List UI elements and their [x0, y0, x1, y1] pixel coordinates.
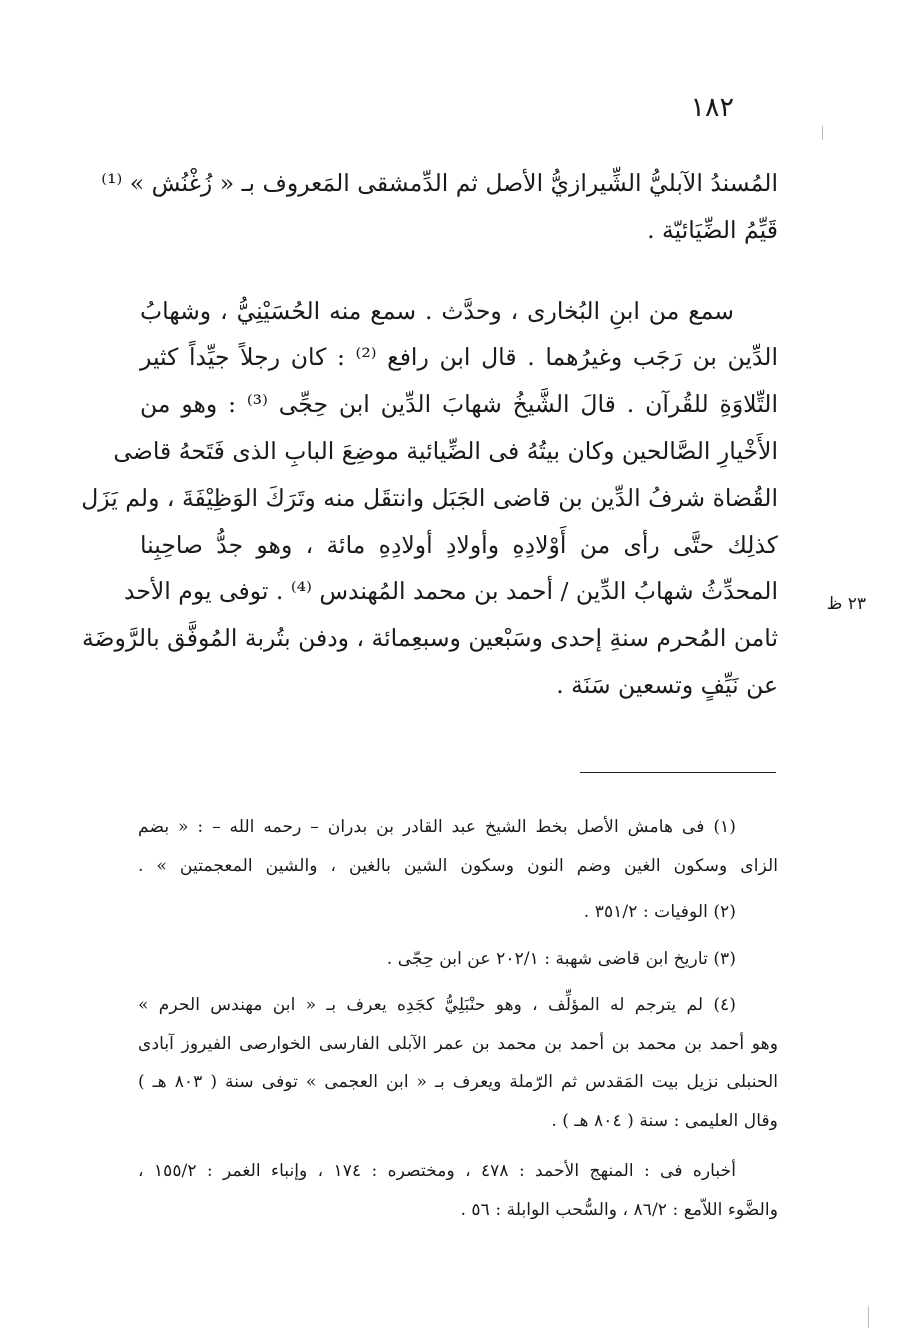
main-text [81, 160, 778, 709]
scan-edge-mark [822, 126, 823, 140]
text-line: المُسندُ الآبليُّ الشِّيرازيُّ الأصل ثم الدِّمشقى المَعروف بـ « زُغْنُش » ⁽¹⁾ [101, 169, 778, 197]
footnote-1-line: الزاى وسكون الغين وضم النون وسكون الشين بالغين ، والشين المعجمتين » . [138, 855, 778, 876]
footnotes [138, 808, 778, 1229]
text-line: التِّلاوَةِ للقُرآن . قالَ الشَّيخُ شهابَ الدِّين ابن حِجِّى ⁽³⁾ : وهو من [140, 390, 778, 419]
manuscript-folio-note: ٢٣ ظ [826, 594, 866, 614]
text-line: سمع من ابنِ البُخارى ، وحدَّث . سمع منه الحُسَيْنِيُّ ، وشهابُ [140, 296, 734, 325]
scan-edge-mark [868, 1306, 869, 1328]
text-line: عن نَيِّفٍ وتسعين سَنَة . [556, 670, 778, 699]
page-number: ١٨٢ [690, 92, 734, 123]
text-line: الأَخْيارِ الصَّالحين وكان بيتُهُ فى الضِّيائية موضِعَ البابِ الذى فَتَحهُ قاضى [113, 436, 778, 465]
footnote-3: (٣) تاريخ ابن قاضى شهبة : ٢٠٢/١ عن ابن حِجّى . [386, 948, 736, 969]
footnote-4-line: وهو أحمد بن محمد بن أحمد بن محمد بن عمر الآبلى الفارسى الخوارصى الفيروز آبادى [138, 1033, 778, 1054]
text-line: ثامن المُحرم سنةِ إحدى وسَبْعين وسبعِمائة ، ودفن بتُربة المُوفَّق بالرَّوضَة [81, 624, 778, 653]
footnote-1-line: (١) فى هامش الأصل بخط الشيخ عبد القادر بن بدران – رحمه الله – : « بضم [138, 817, 736, 837]
text-line: القُضاة شرفُ الدِّين بن قاضى الجَبَل وانتقَل منه وتَرَكَ الوَظِيْفَةَ ، ولم يَزَل [81, 483, 778, 512]
text-line: المحدِّثُ شهابُ الدِّين / أحمد بن محمد المُهندس ⁽⁴⁾ . توفى يوم الأحد [124, 577, 778, 606]
footnote-2: (٢) الوفيات : ٣٥١/٢ . [583, 902, 736, 922]
text-line: الدِّين بن رَجَب وغيرُهما . قال ابن رافع ⁽²⁾ : كان رجلاً جيِّداً كثير [140, 343, 778, 372]
text-line: قَيِّمُ الضِّيَائيّة . [647, 215, 778, 244]
footnote-4-line: وقال العليمى : سنة ( ٨٠٤ هـ ) . [551, 1110, 778, 1131]
text-line: كذلِك حتَّى رأى من أَوْلادِهِ وأولادِ أولادِهِ مائة ، وهو جدُّ صاحِبِنا [140, 530, 778, 559]
footnote-4-line: الحنبلى نزيل بيت المَقدس ثم الرّملة ويعرف بـ « ابن العجمى » توفى سنة ( ٨٠٣ هـ ) [138, 1072, 778, 1092]
footnote-4-line: (٤) لم يترجم له المؤلِّف ، وهو حنْبَلِيُّ كجَدِه يعرف بـ « ابن مهندس الحرم » [138, 995, 736, 1015]
footnote-separator [580, 772, 776, 773]
footnote-refs-line: أخباره فى : المنهج الأحمد : ٤٧٨ ، ومختصره : ١٧٤ ، وإنباء الغمر : ١٥٥/٢ ، [138, 1161, 737, 1181]
footnote-refs-line: والضَّوء اللاّمع : ٨٦/٢ ، والسُّحب الوابلة : ٥٦ . [460, 1199, 778, 1220]
